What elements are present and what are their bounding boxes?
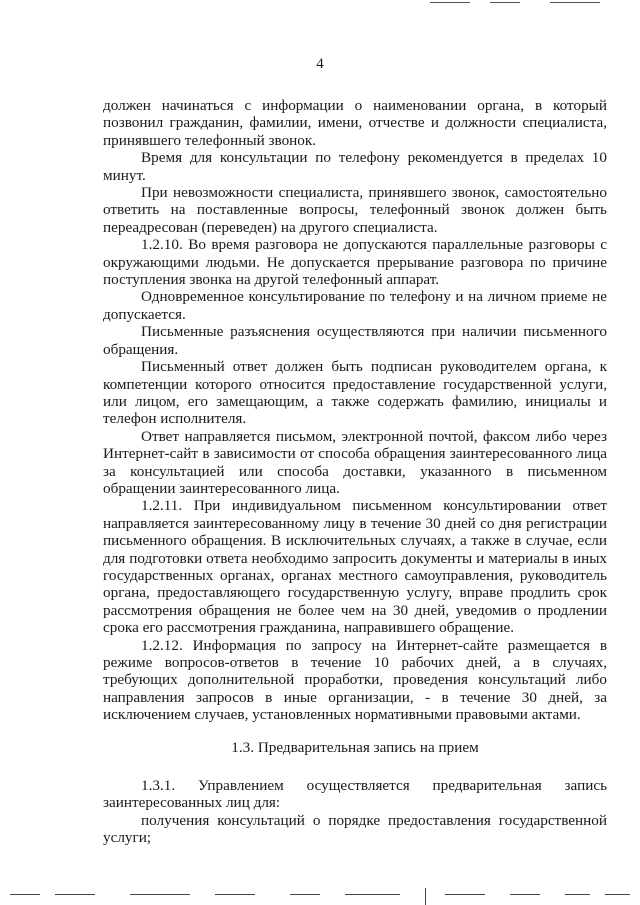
paragraph-written-explanations: Письменные разъяснения осуществляются при наличии письменного обращения. xyxy=(103,323,607,358)
paragraph-1-2-11: 1.2.11. При индивидуальном письменном консультировании ответ направляется заинтересованному лицу в течение 30 дней со дня регистрации письменного обращения. В исключительных случаях, а также в случае, если для подготовки ответа необходимо запросить документы и материалы в иных государственных органах, органах местного самоуправления, руководитель органа, предоставляющего государственную услугу, вправе продлить срок рассмотрения обращения не более чем на 30 дней, уведомив о продлении срока его рассмотрения гражданина, направившего обращение. xyxy=(103,497,607,637)
top-edge-marks xyxy=(420,0,640,8)
paragraph-written-answer-signature: Письменный ответ должен быть подписан руководителем органа, к компетенции которого относится предоставление государственной услуги, или лицом, его замещающим, а также содержать фамилию, инициалы и телефон исполнителя. xyxy=(103,358,607,428)
section-heading: 1.3. Предварительная запись на прием xyxy=(231,738,479,756)
paragraph-consultation-time: Время для консультации по телефону рекомендуется в пределах 10 минут. xyxy=(103,149,607,184)
paragraph-answer-delivery: Ответ направляется письмом, электронной почтой, факсом либо через Интернет-сайт в зависимости от способа обращения заинтересованного лица за консультацией или способа доставки, указанного в письменном обращении заинтересованного лица. xyxy=(103,427,607,497)
paragraph-1-3-1: 1.3.1. Управлением осуществляется предварительная запись заинтересованных лиц для: xyxy=(103,777,607,812)
page-number: 4 xyxy=(316,56,324,72)
document-body xyxy=(103,97,607,847)
paragraph-simultaneous-consulting: Одновременное консультирование по телефону и на личном приеме не допускается. xyxy=(103,288,607,323)
paragraph-1-2-10: 1.2.10. Во время разговора не допускаются параллельные разговоры с окружающими людьми. Не допускается прерывание разговора по причине поступления звонка на другой телефонный аппарат. xyxy=(103,236,607,289)
paragraph-call-redirect: При невозможности специалиста, принявшего звонок, самостоятельно ответить на поставленные вопросы, телефонный звонок должен быть переадресован (переведен) на другого специалиста. xyxy=(103,184,607,236)
bottom-edge-marks xyxy=(0,884,640,905)
paragraph-continuation: должен начинаться с информации о наименовании органа, в который позвонил гражданин, фамилии, имени, отчестве и должности специалиста, принявшего телефонный звонок. xyxy=(103,97,607,149)
paragraph-consultations-item: получения консультаций о порядке предоставления государственной услуги; xyxy=(103,811,607,847)
paragraph-1-2-12: 1.2.12. Информация по запросу на Интернет-сайте размещается в режиме вопросов-ответов в течение 10 рабочих дней, а в случаях, требующих дополнительной проработки, проведения консультаций либо направления запросов в иные организации, - в течение 30 дней, за исключением случаев, установленных нормативными правовыми актами. xyxy=(103,636,607,724)
